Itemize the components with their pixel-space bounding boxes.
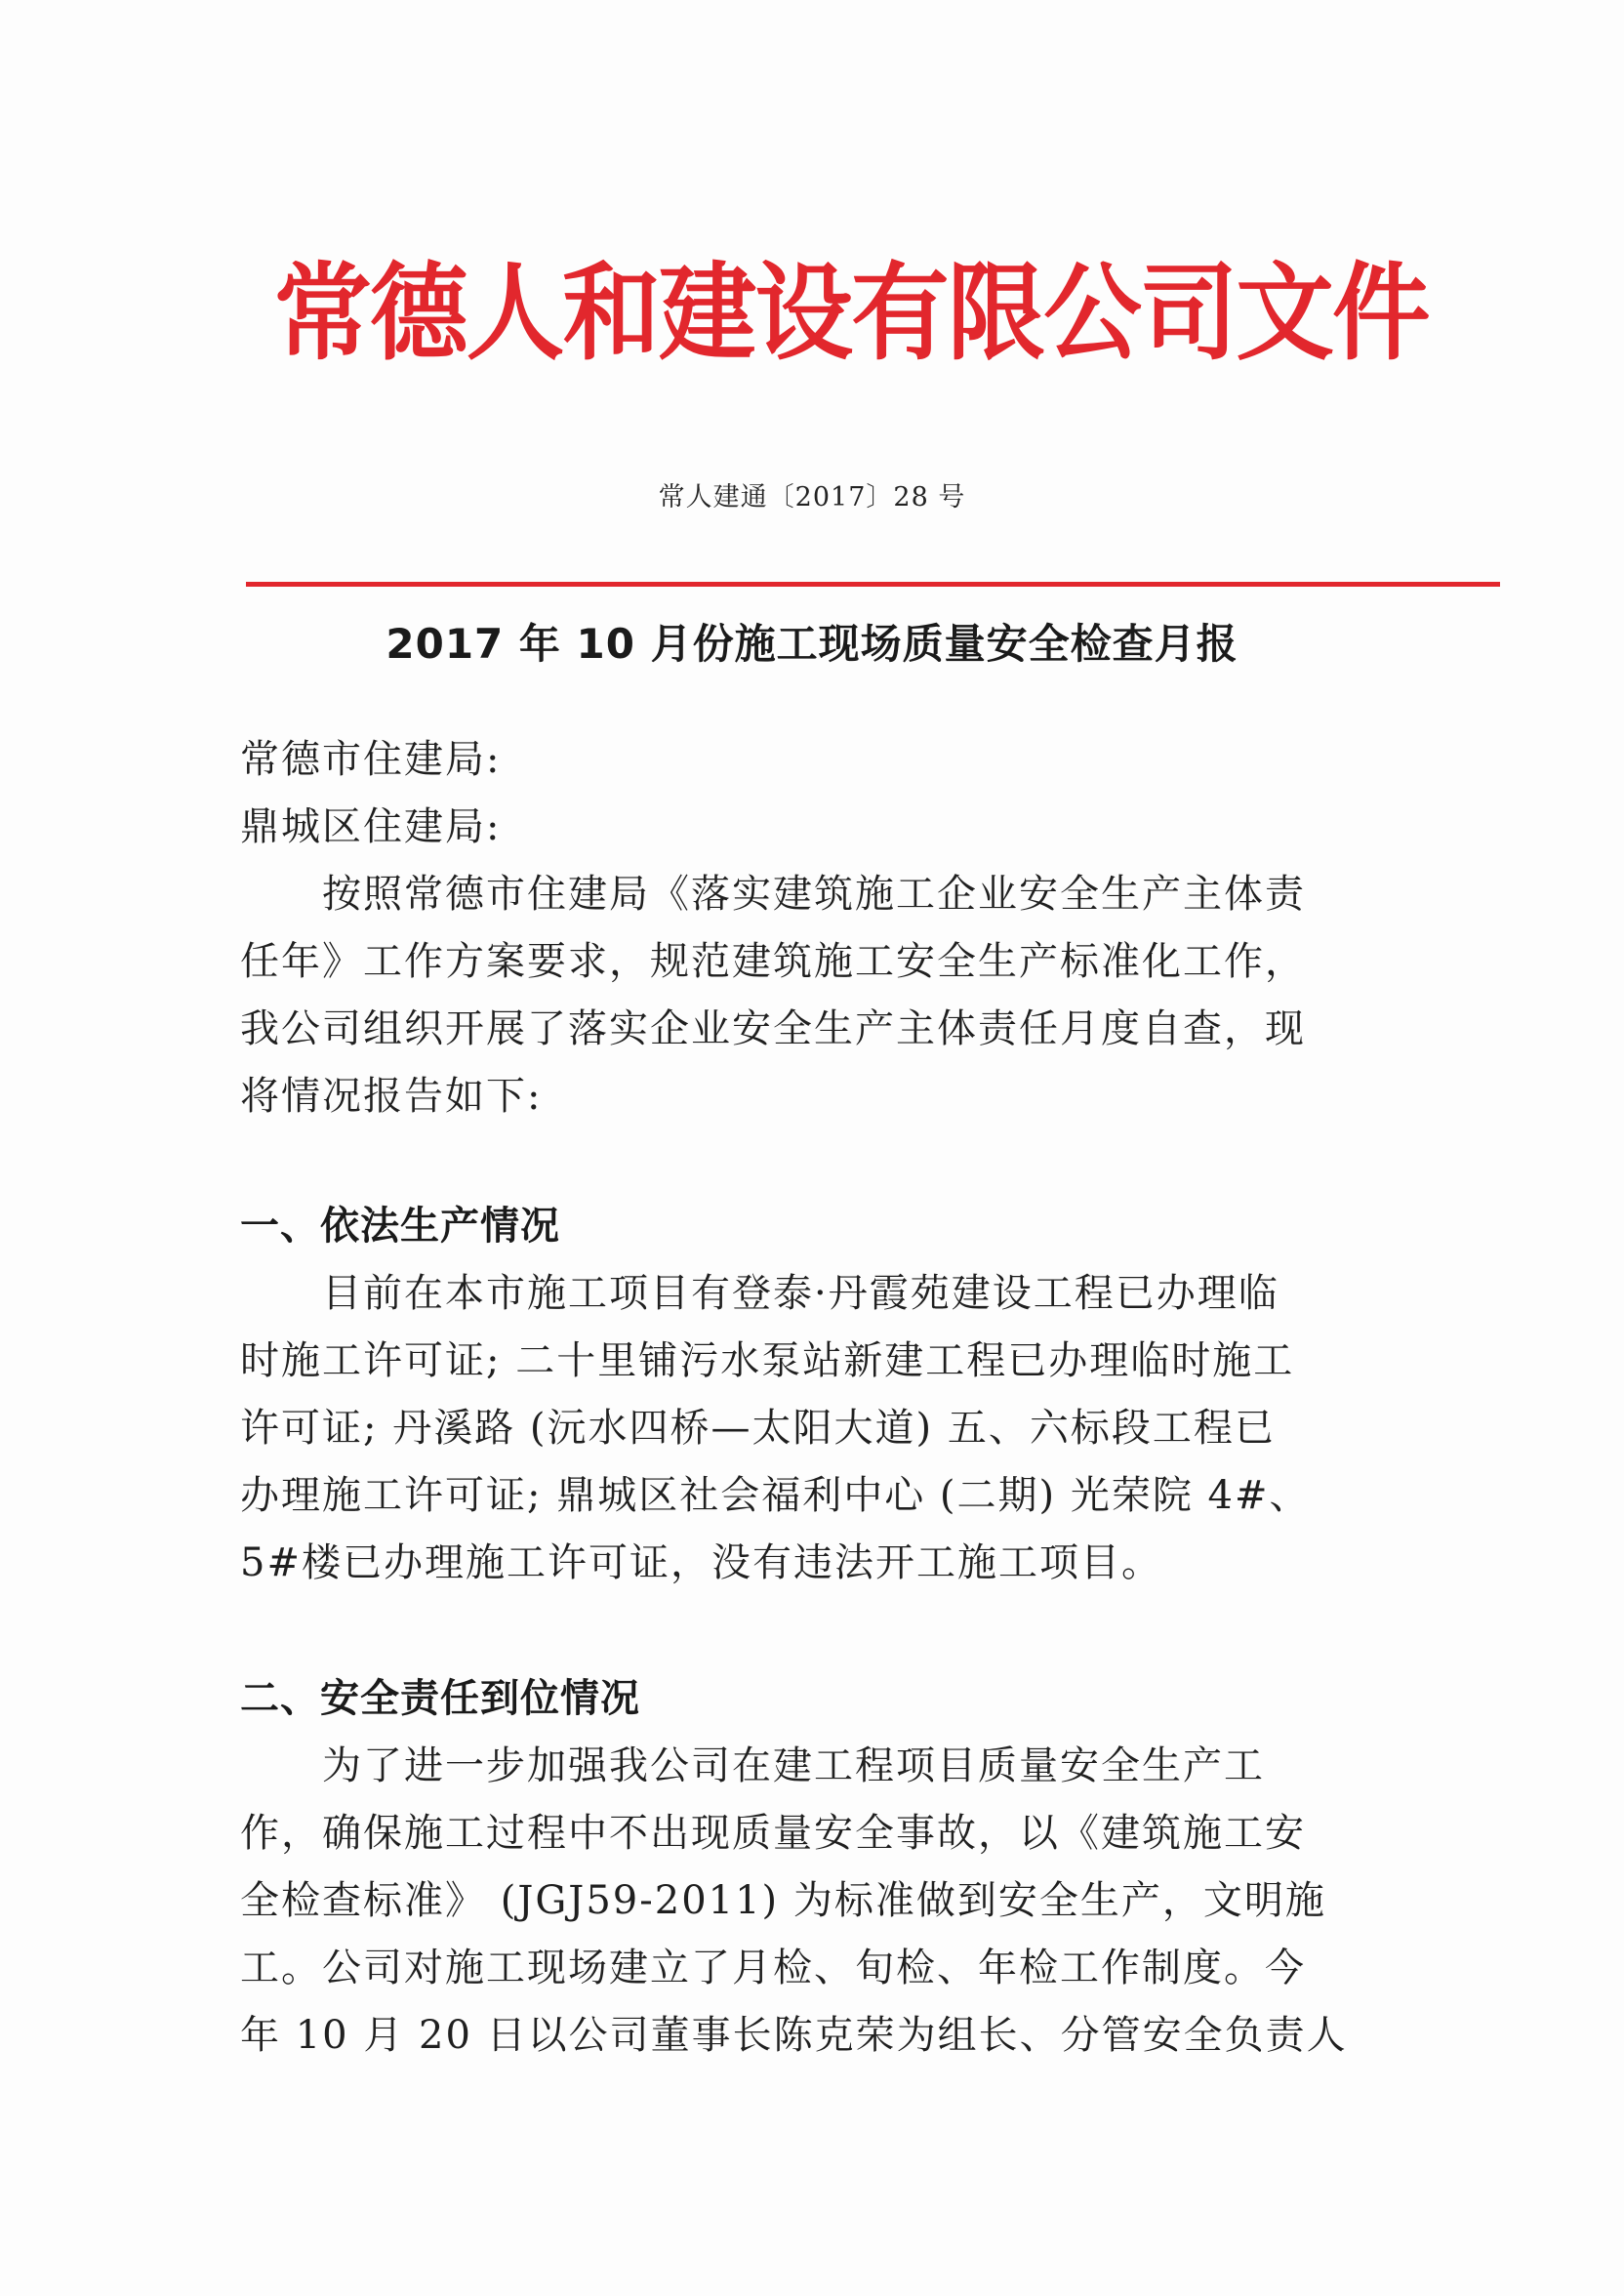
- paragraph-line: 按照常德市住建局《落实建筑施工企业安全生产主体责: [322, 872, 1306, 917]
- intro-paragraph: [240, 861, 1372, 1130]
- paragraph-line: 目前在本市施工项目有登泰·丹霞苑建设工程已办理临: [322, 1271, 1279, 1316]
- recipients-block: [240, 726, 1372, 861]
- paragraph-line: 作，确保施工过程中不出现质量安全事故，以《建筑施工安: [240, 1811, 1306, 1856]
- paragraph-line: 许可证; 丹溪路 (沅水四桥—太阳大道) 五、六标段工程已: [240, 1406, 1276, 1451]
- paragraph-line: 我公司组织开展了落实企业安全生产主体责任月度自查，现: [240, 1006, 1306, 1051]
- paragraph-line: 5#楼已办理施工许可证，没有违法开工施工项目。: [240, 1540, 1162, 1585]
- section-heading: 二、安全责任到位情况: [240, 1676, 640, 1721]
- recipient-line: 常德市住建局:: [240, 737, 502, 782]
- paragraph-line: 工。公司对施工现场建立了月检、旬检、年检工作制度。今: [240, 1946, 1306, 1990]
- recipient-line: 鼎城区住建局:: [240, 804, 502, 849]
- section-safety-responsibility: [240, 1665, 1372, 2070]
- red-divider-rule: [246, 582, 1500, 587]
- paragraph-line: 时施工许可证; 二十里铺污水泵站新建工程已办理临时施工: [240, 1338, 1295, 1383]
- paragraph-line: 全检查标准》 (JGJ59-2011) 为标准做到安全生产，文明施: [240, 1878, 1326, 1923]
- document-number: 常人建通〔2017〕28 号: [658, 482, 966, 512]
- section-legal-production: [240, 1193, 1372, 1597]
- paragraph-line: 任年》工作方案要求，规范建筑施工安全生产标准化工作，: [240, 939, 1306, 984]
- document-title: 2017 年 10 月份施工现场质量安全检查月报: [386, 620, 1238, 668]
- paragraph-line: 年 10 月 20 日以公司董事长陈克荣为组长、分管安全负责人: [240, 2013, 1348, 2058]
- paragraph-line: 办理施工许可证; 鼎城区社会福利中心 (二期) 光荣院 4#、: [240, 1473, 1311, 1518]
- paragraph-line: 将情况报告如下:: [240, 1074, 543, 1119]
- masthead-title: 常德人和建设有限公司文件: [273, 253, 1429, 375]
- section-heading: 一、依法生产情况: [240, 1204, 560, 1249]
- paragraph-line: 为了进一步加强我公司在建工程项目质量安全生产工: [322, 1743, 1265, 1788]
